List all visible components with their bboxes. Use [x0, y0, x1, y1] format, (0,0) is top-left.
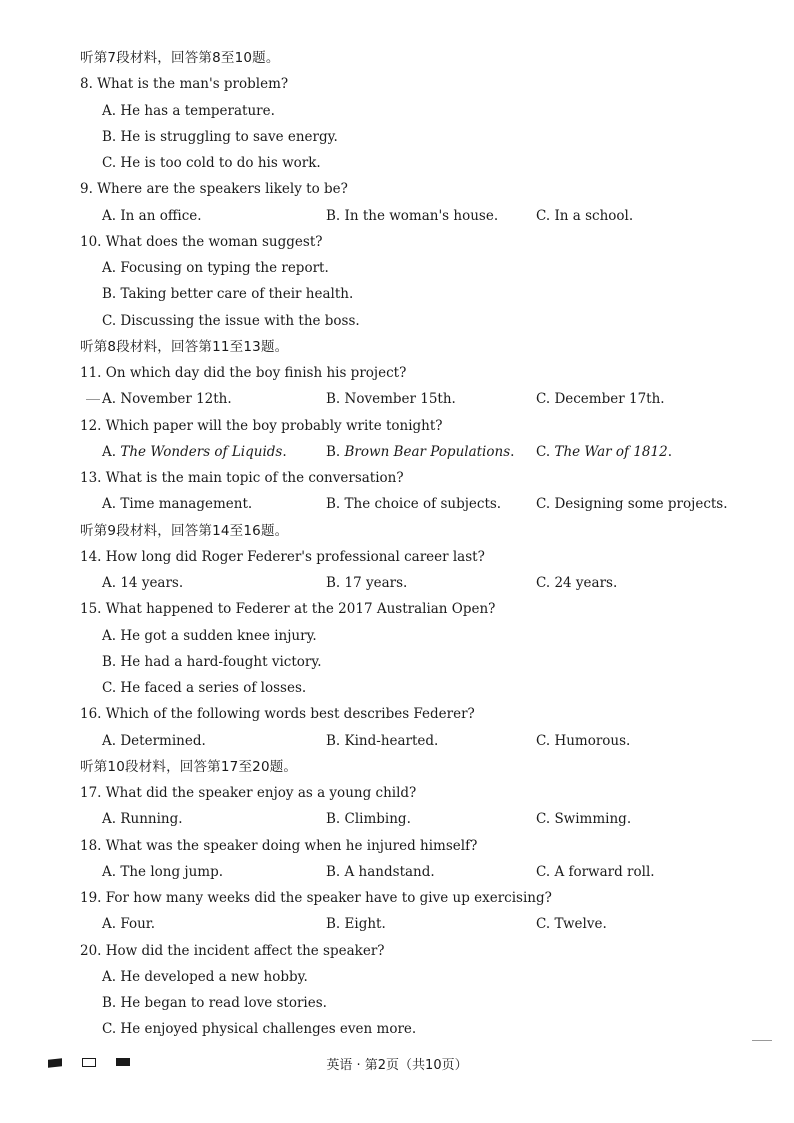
answer-option: B. He began to read love stories. — [102, 995, 327, 1011]
answer-option: A. He got a sudden knee injury. — [102, 627, 317, 644]
answer-option — [326, 731, 438, 751]
option-text: A forward roll. — [554, 863, 655, 880]
option-text: December 17th. — [554, 391, 665, 408]
option-row — [0, 206, 794, 226]
option-text: November 15th. — [344, 391, 456, 408]
section-heading: 听第8段材料，回答第11至13题。 — [80, 338, 289, 355]
option-text: 24 years. — [554, 575, 618, 591]
option-text: The Wonders of Liquids — [120, 443, 283, 460]
option-row — [0, 573, 794, 593]
option-letter: B. — [326, 916, 345, 933]
option-text: In a school. — [554, 207, 634, 224]
option-letter: B. — [326, 391, 345, 408]
option-text: Time management. — [120, 496, 253, 513]
option-letter: B. — [326, 575, 345, 591]
question-stem: 13. What is the main topic of the conversation? — [80, 470, 404, 486]
option-letter: A. — [102, 916, 121, 933]
option-text: November 12th. — [120, 391, 232, 408]
answer-option: B. Brown Bear Populations. — [326, 443, 515, 460]
scan-artifact-line — [752, 1040, 772, 1041]
option-letter: C. — [536, 575, 555, 591]
answer-option — [536, 862, 655, 882]
option-row — [0, 809, 794, 829]
option-letter: A. — [102, 575, 121, 591]
option-text: Swimming. — [554, 811, 632, 828]
question-stem: 12. Which paper will the boy probably write tonight? — [80, 417, 443, 434]
question-stem: 9. Where are the speakers likely to be? — [80, 181, 348, 198]
answer-option — [536, 809, 631, 829]
answer-option — [536, 494, 728, 514]
answer-option — [102, 494, 252, 514]
option-letter: B. — [326, 496, 345, 513]
answer-option — [536, 731, 630, 751]
option-text: The choice of subjects. — [344, 496, 502, 513]
answer-option: C. The War of 1812. — [536, 443, 672, 460]
option-text: In an office. — [120, 207, 202, 224]
option-text: Four. — [120, 916, 156, 933]
option-text: A handstand. — [344, 863, 435, 880]
option-letter: A. — [102, 391, 121, 408]
option-text: In the woman's house. — [344, 207, 499, 224]
answer-option — [102, 731, 206, 751]
option-letter: C. — [536, 496, 555, 513]
answer-option — [536, 206, 633, 226]
answer-option — [536, 573, 617, 593]
answer-option — [102, 809, 183, 829]
option-letter: C. — [536, 391, 555, 408]
answer-option — [536, 389, 665, 409]
option-row — [0, 862, 794, 882]
answer-option: A. He has a temperature. — [102, 102, 275, 119]
answer-option — [102, 573, 183, 593]
option-row — [0, 389, 794, 409]
answer-option: C. He faced a series of losses. — [102, 680, 307, 696]
answer-option — [102, 389, 232, 409]
option-letter: A. — [102, 732, 121, 749]
question-stem: 18. What was the speaker doing when he injured himself? — [80, 837, 478, 854]
option-letter: B. — [326, 443, 345, 460]
option-letter: C. — [536, 207, 555, 224]
option-letter: A. — [102, 443, 121, 460]
option-text: Twelve. — [554, 916, 607, 933]
answer-option — [326, 914, 386, 934]
answer-option — [102, 206, 202, 226]
section-heading: 听第10段材料，回答第17至20题。 — [80, 758, 298, 775]
answer-option: A. The Wonders of Liquids. — [102, 443, 287, 460]
answer-option: C. Discussing the issue with the boss. — [102, 312, 360, 329]
page-number-footer: 英语 · 第2页（共10页） — [326, 1058, 468, 1073]
section-heading: 听第9段材料，回答第14至16题。 — [80, 522, 289, 539]
option-text: Designing some projects. — [554, 496, 728, 513]
option-letter: C. — [536, 811, 555, 828]
question-stem: 8. What is the man's problem? — [80, 76, 289, 93]
option-letter: C. — [536, 916, 555, 933]
option-text: 14 years. — [120, 575, 184, 591]
option-text: The War of 1812 — [554, 443, 668, 460]
answer-option — [326, 494, 501, 514]
answer-option — [102, 862, 223, 882]
option-row — [0, 914, 794, 934]
answer-option: C. He is too cold to do his work. — [102, 155, 321, 171]
question-stem: 15. What happened to Federer at the 2017 Australian Open? — [80, 601, 496, 618]
question-stem: 11. On which day did the boy finish his project? — [80, 365, 407, 381]
option-letter: A. — [102, 811, 121, 828]
answer-option: C. He enjoyed physical challenges even more. — [102, 1021, 417, 1038]
question-stem: 14. How long did Roger Federer's professional career last? — [80, 548, 485, 565]
option-letter: B. — [326, 863, 345, 880]
option-text: Eight. — [344, 916, 386, 933]
option-letter: C. — [536, 732, 555, 749]
answer-option: B. He is struggling to save energy. — [102, 128, 338, 145]
option-text: Humorous. — [554, 732, 631, 749]
answer-option: A. He developed a new hobby. — [102, 968, 308, 985]
answer-option: A. Focusing on typing the report. — [102, 260, 329, 276]
section-heading: 听第7段材料，回答第8至10题。 — [80, 50, 280, 66]
option-letter: A. — [102, 496, 121, 513]
option-row — [0, 494, 794, 514]
option-row — [0, 731, 794, 751]
answer-option: B. He had a hard-fought victory. — [102, 653, 322, 670]
option-letter: B. — [326, 732, 345, 749]
answer-option — [326, 573, 407, 593]
option-text: Running. — [120, 811, 183, 828]
question-stem: 16. Which of the following words best describes Federer? — [80, 706, 475, 723]
question-stem: 19. For how many weeks did the speaker have to give up exercising? — [80, 890, 552, 906]
option-letter: C. — [536, 863, 555, 880]
question-stem: 20. How did the incident affect the speaker? — [80, 942, 385, 959]
option-letter: A. — [102, 863, 121, 880]
answer-option — [536, 914, 607, 934]
answer-option — [326, 389, 456, 409]
question-stem: 10. What does the woman suggest? — [80, 233, 323, 250]
option-text: 17 years. — [344, 575, 408, 591]
answer-option — [102, 914, 155, 934]
option-letter: B. — [326, 207, 345, 224]
option-row — [0, 442, 794, 462]
answer-option — [326, 862, 435, 882]
question-stem: 17. What did the speaker enjoy as a young child? — [80, 785, 417, 801]
option-letter: A. — [102, 207, 121, 224]
option-text: The long jump. — [120, 863, 224, 880]
answer-option — [326, 206, 498, 226]
option-letter: B. — [326, 811, 345, 828]
option-text: Brown Bear Populations — [344, 443, 511, 460]
answer-option: B. Taking better care of their health. — [102, 286, 354, 303]
answer-option — [326, 809, 411, 829]
option-text: Determined. — [120, 732, 206, 749]
option-text: Kind-hearted. — [344, 732, 439, 749]
option-letter: C. — [536, 443, 555, 460]
option-text: Climbing. — [344, 811, 411, 828]
scan-artifact-line-2 — [86, 399, 100, 400]
